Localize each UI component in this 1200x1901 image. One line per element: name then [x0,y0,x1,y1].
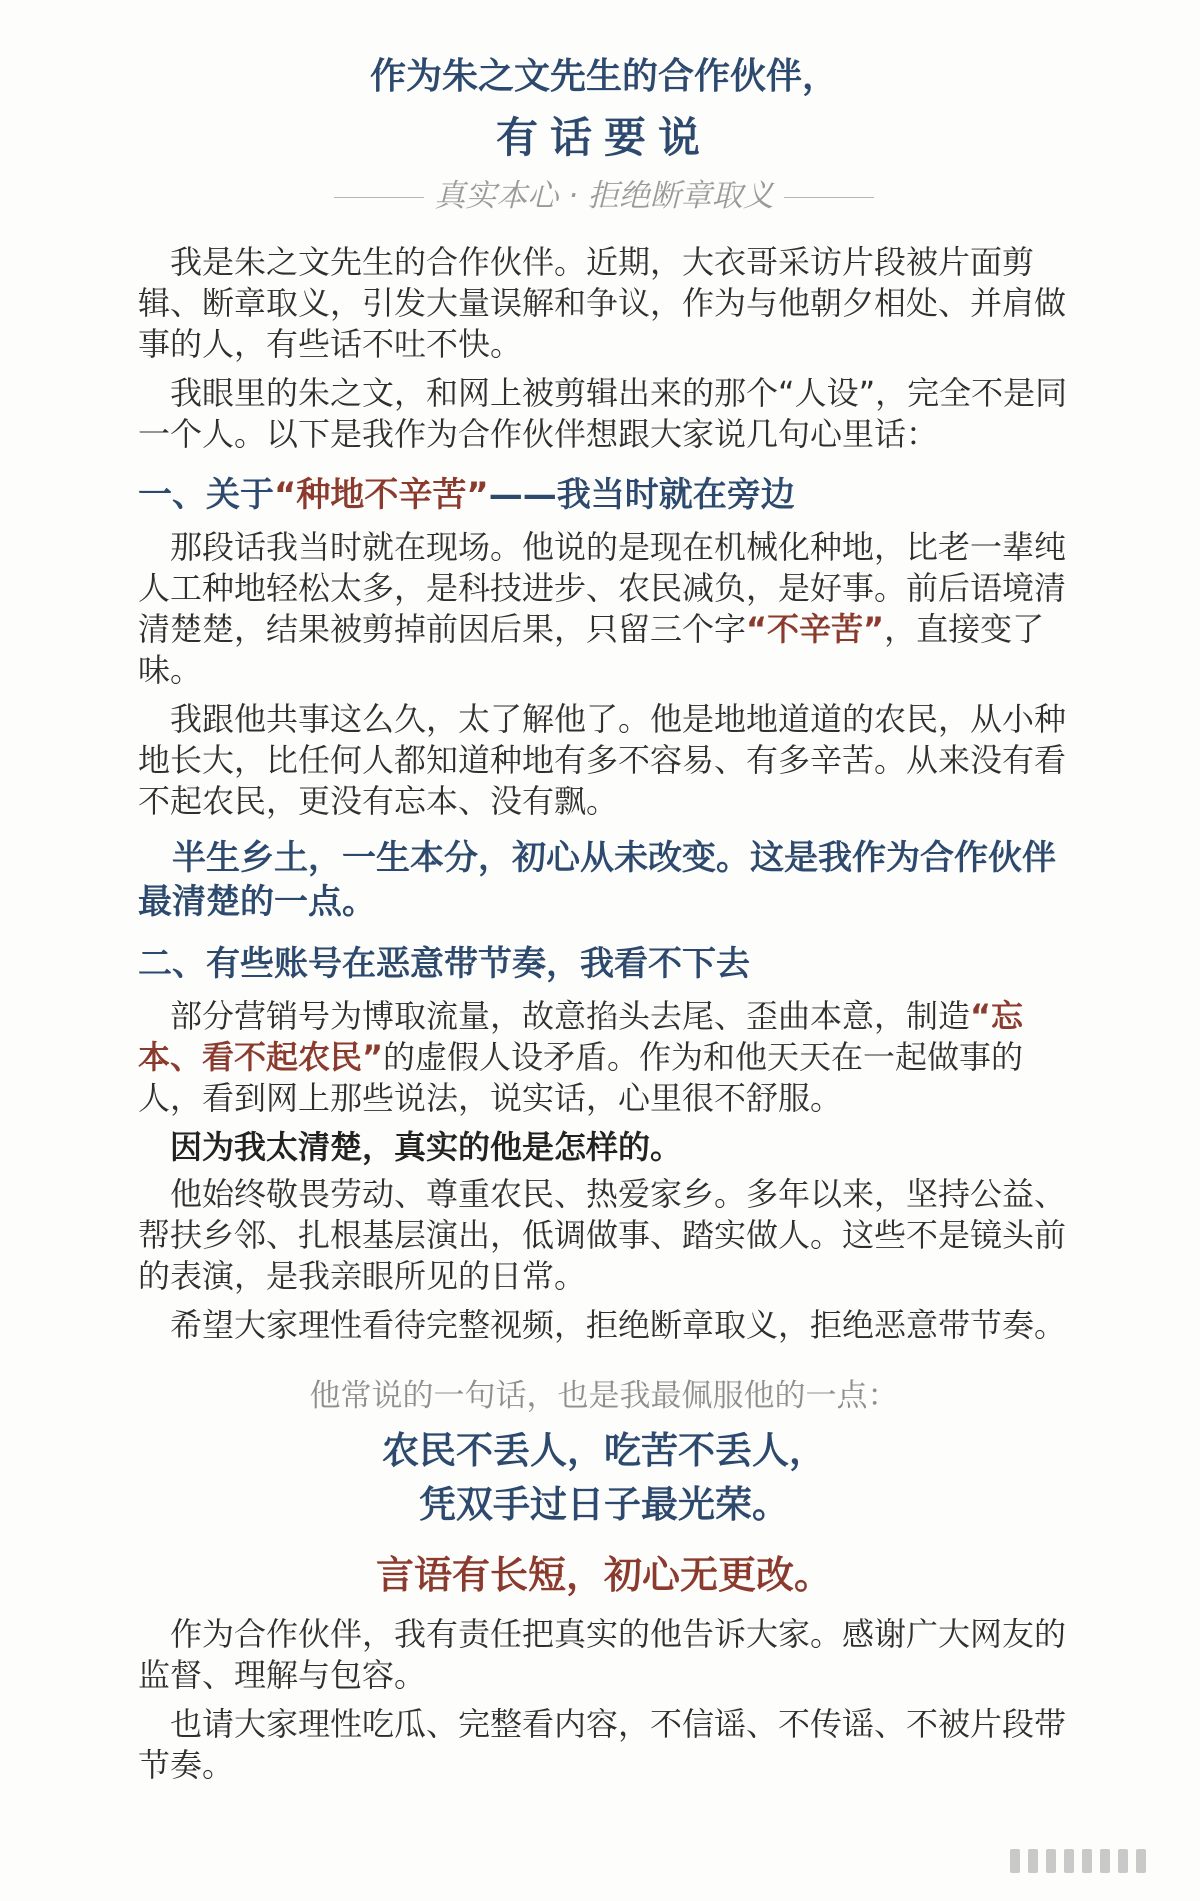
section1-highlight: 半生乡土，一生本分，初心从未改变。这是我作为合作伙伴最清楚的一点。 [138,838,1056,922]
section2-paragraph-1 [138,996,1070,1119]
subtitle-text: 真实本心 · 拒绝断章取义 [434,178,774,214]
section2-paragraph-3: 希望大家理性看待完整视频，拒绝断章取义，拒绝恶意带节奏。 [170,1306,1067,1344]
section1-paragraph-1 [138,527,1070,691]
section2-bold-line: 因为我太清楚，真实的他是怎样的。 [170,1128,683,1166]
section1-paragraph-2: 我跟他共事这么久，太了解他了。他是地地道道的农民，从小种地长大，比任何人都知道种地有多不容易、有多辛苦。从来没有看不起农民，更没有忘本、没有飘。 [138,700,1067,820]
section1-heading-quote: “种地不辛苦” [274,475,489,515]
section1-heading-post: ——我当时就在旁边 [488,475,795,515]
title-line2: 有话要说 [495,113,712,162]
quote-line-2: 凭双手过日子最光荣。 [419,1483,789,1526]
closing-paragraph-1: 作为合作伙伴，我有责任把真实的他告诉大家。感谢广大网友的监督、理解与包容。 [138,1615,1067,1694]
section1-p1-post: ，直接变了味。 [138,610,1045,689]
closing-paragraph-2: 也请大家理性吃瓜、完整看内容，不信谣、不传谣、不被片段带节奏。 [138,1705,1067,1784]
section2-paragraph-2: 他始终敬畏劳动、尊重农民、热爱家乡。多年以来，坚持公益、帮扶乡邻、扎根基层演出，低调做事、踏实做人。这些不是镜头前的表演，是我亲眼所见的日常。 [138,1175,1067,1295]
watermark-icon [1010,1841,1170,1881]
section2-p1-post: 的虚假人设矛盾。作为和他天天在一起做事的人，看到网上那些说法，说实话，心里很不舒服。 [138,1038,1024,1117]
title-line1: 作为朱之文先生的合作伙伴， [369,56,838,97]
subtitle [138,172,1070,220]
quote-intro: 他常说的一句话，也是我最佩服他的一点： [309,1378,899,1414]
intro-paragraph-1: 我是朱之文先生的合作伙伴。近期，大衣哥采访片段被片面剪辑、断章取义，引发大量误解和争议，作为与他朝夕相处、并肩做事的人，有些话不吐不快。 [138,243,1067,363]
section1-heading-pre: 一、关于 [138,475,274,515]
motto: 言语有长短，初心无更改。 [375,1553,832,1597]
section2-p1-text: 部分营销号为博取流量，故意掐头去尾、歪曲本意，制造 [170,997,971,1035]
section2-heading: 二、有些账号在恶意带节奏，我看不下去 [138,944,750,984]
section1-heading [138,471,1070,519]
quote-line-1: 农民不丢人，吃苦不丢人， [382,1429,826,1472]
section2-p1-quote: “忘本、看不起农民” [138,997,1024,1076]
section1-p1-quote: “不辛苦” [746,610,885,648]
intro-paragraph-2: 我眼里的朱之文，和网上被剪辑出来的那个“人设”，完全不是同一个人。以下是我作为合作伙伴想跟大家说几句心里话： [138,374,1068,453]
section1-p1-text: 那段话我当时就在现场。他说的是现在机械化种地，比老一辈纯人工种地轻松太多，是科技进步、农民减负，是好事。前后语境清清楚楚，结果被剪掉前因后果，只留三个字 [138,528,1067,648]
divider-right [784,197,874,198]
divider-left [334,197,424,198]
